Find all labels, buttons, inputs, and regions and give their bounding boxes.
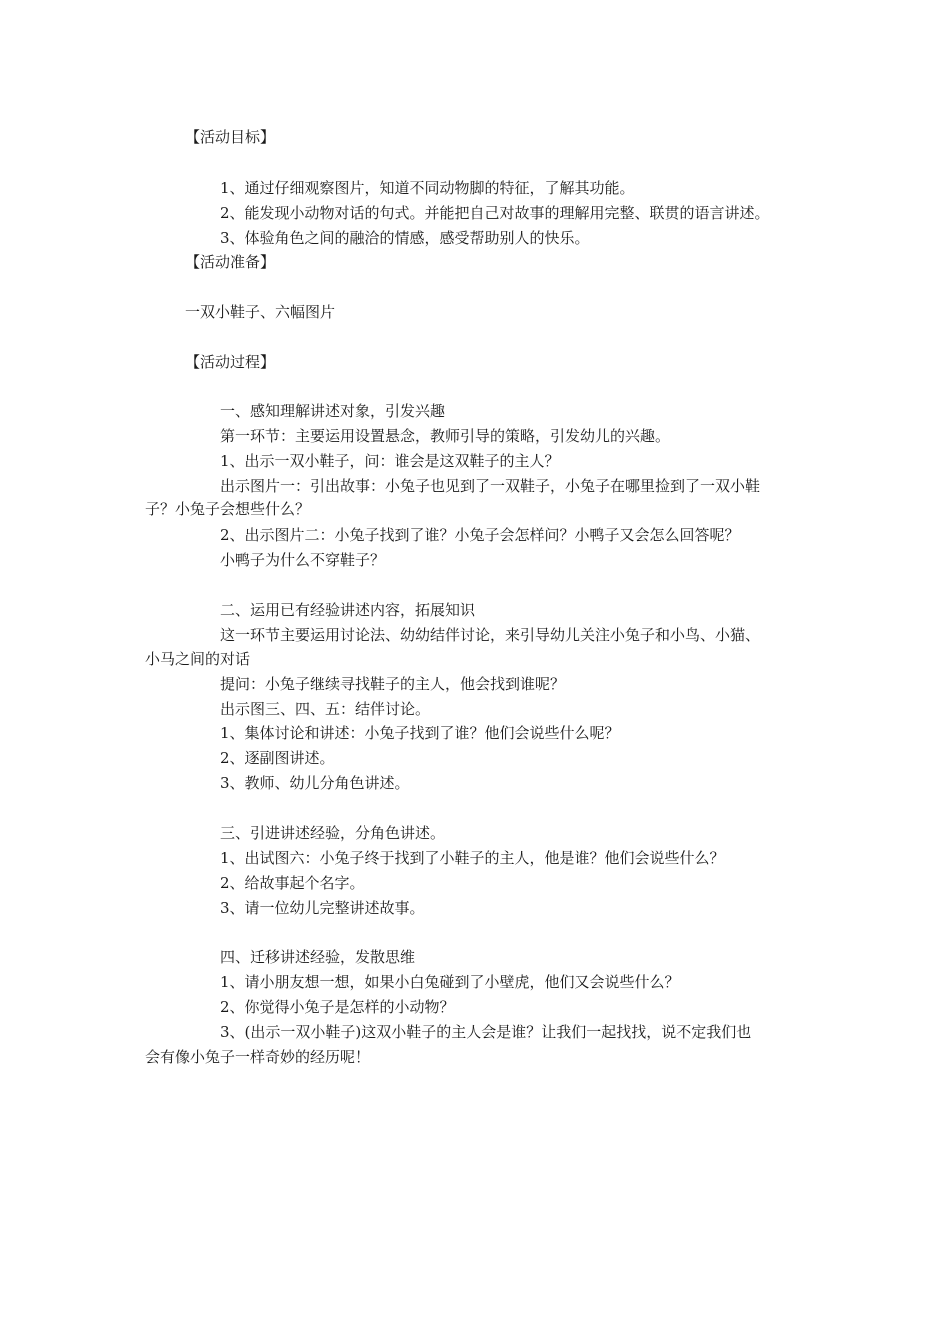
- section-1-title: 一、感知理解讲述对象，引发兴趣: [220, 402, 446, 420]
- section-2-line: 1、集体讨论和讲述：小兔子找到了谁？他们会说些什么呢？: [220, 724, 620, 742]
- section-2-line: 出示图三、四、五：结伴讨论。: [220, 700, 431, 718]
- section-4-line: 1、请小朋友想一想，如果小白兔碰到了小壁虎，他们又会说些什么？: [220, 973, 680, 991]
- section-1-line: 1、出示一双小鞋子，问：谁会是这双鞋子的主人？: [220, 452, 560, 470]
- section-3-line: 1、出试图六：小兔子终于找到了小鞋子的主人，他是谁？他们会说些什么？: [220, 849, 725, 867]
- section-4-line: 3、(出示一双小鞋子)这双小鞋子的主人会是谁？让我们一起找找，说不定我们也: [220, 1023, 752, 1041]
- section-1-line: 2、出示图片二：小兔子找到了谁？小兔子会怎样问？小鸭子又会怎么回答呢？: [220, 526, 740, 544]
- process-heading: 【活动过程】: [185, 353, 276, 371]
- goal-item-2: 2、能发现小动物对话的句式。并能把自己对故事的理解用完整、联贯的语言讲述。: [220, 204, 770, 222]
- section-2-line: 2、逐副图讲述。: [220, 749, 335, 767]
- section-1-line: 出示图片一：引出故事：小兔子也见到了一双鞋子，小兔子在哪里捡到了一双小鞋: [220, 477, 761, 495]
- prep-text: 一双小鞋子、六幅图片: [185, 303, 336, 321]
- section-2-line: 这一环节主要运用讨论法、幼幼结伴讨论，来引导幼儿关注小兔子和小鸟、小猫、: [220, 626, 761, 644]
- section-3-line: 3、请一位幼儿完整讲述故事。: [220, 899, 425, 917]
- section-1-line: 小鸭子为什么不穿鞋子？: [220, 551, 386, 569]
- section-2-line: 3、教师、幼儿分角色讲述。: [220, 774, 410, 792]
- section-2-line-cont: 小马之间的对话: [145, 650, 251, 668]
- prep-heading: 【活动准备】: [185, 253, 276, 271]
- goal-item-1: 1、通过仔细观察图片，知道不同动物脚的特征，了解其功能。: [220, 179, 635, 197]
- section-4-line: 2、你觉得小兔子是怎样的小动物？: [220, 998, 455, 1016]
- section-2-title: 二、运用已有经验讲述内容，拓展知识: [220, 601, 476, 619]
- goal-item-3: 3、体验角色之间的融洽的情感，感受帮助别人的快乐。: [220, 229, 590, 247]
- goal-heading: 【活动目标】: [185, 128, 276, 146]
- section-4-line-cont: 会有像小兔子一样奇妙的经历呢！: [145, 1048, 371, 1066]
- section-3-line: 2、给故事起个名字。: [220, 874, 365, 892]
- section-3-title: 三、引进讲述经验，分角色讲述。: [220, 824, 446, 842]
- section-1-line-cont: 子？小兔子会想些什么？: [145, 500, 311, 518]
- section-1-line: 第一环节：主要运用设置悬念，教师引导的策略，引发幼儿的兴趣。: [220, 427, 671, 445]
- section-2-line: 提问：小兔子继续寻找鞋子的主人，他会找到谁呢？: [220, 675, 566, 693]
- section-4-title: 四、迁移讲述经验，发散思维: [220, 948, 416, 966]
